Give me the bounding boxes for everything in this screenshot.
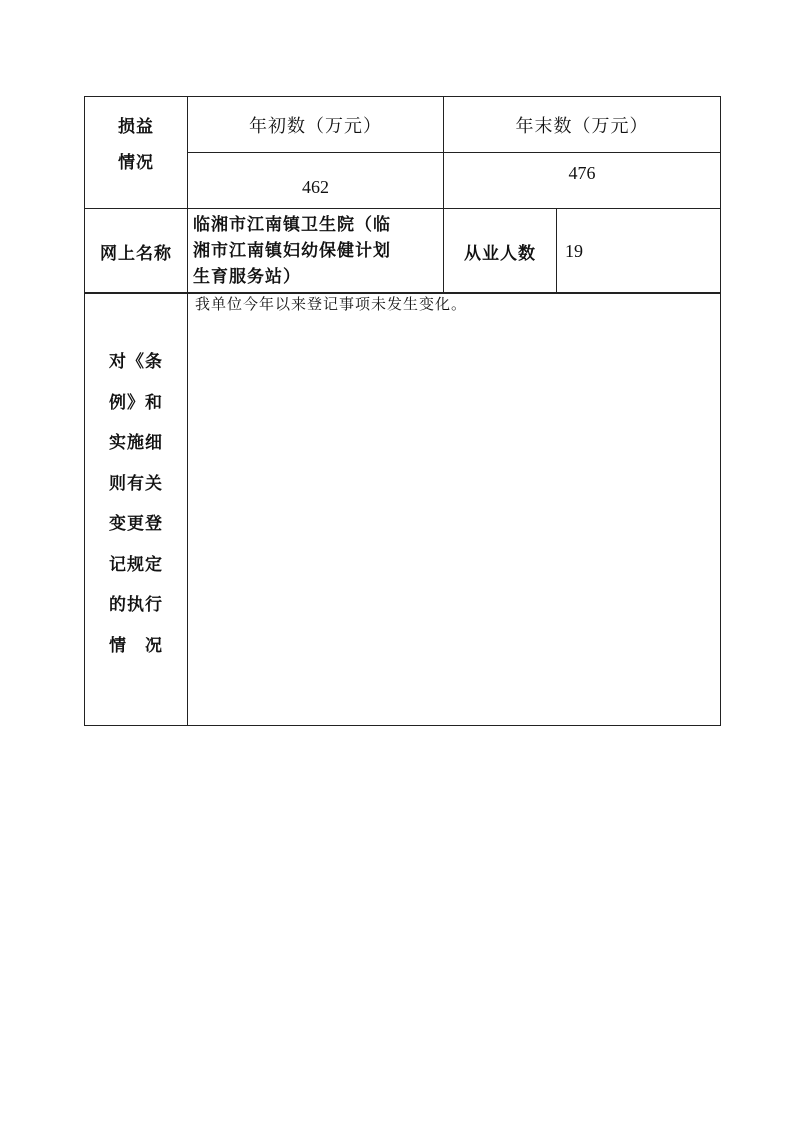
compliance-label-line: 情 况	[109, 635, 163, 656]
compliance-label-line: 对《条	[109, 352, 163, 372]
profit-loss-label-line1: 损益	[118, 117, 154, 137]
compliance-label-line: 则有关	[109, 473, 163, 494]
online-name-label: 网上名称	[100, 243, 172, 264]
registration-table	[84, 96, 721, 726]
online-name-line2: 湘市江南镇妇幼保健计划	[193, 241, 391, 261]
compliance-label-line: 实施细	[109, 433, 163, 453]
compliance-label	[85, 294, 187, 725]
year-start-header: 年初数（万元）	[249, 115, 382, 137]
compliance-label-line: 记规定	[109, 554, 163, 575]
compliance-text: 我单位今年以来登记事项未发生变化。	[195, 295, 468, 313]
online-name-line1: 临湘市江南镇卫生院（临	[193, 215, 391, 235]
compliance-label-line: 变更登	[109, 514, 163, 534]
online-name-line3: 生育服务站）	[193, 267, 301, 287]
employees-value: 19	[565, 240, 583, 261]
year-end-value: 476	[568, 163, 596, 183]
employees-label: 从业人数	[464, 243, 536, 264]
profit-loss-label-line2: 情况	[118, 153, 154, 173]
year-start-value: 462	[302, 177, 329, 197]
compliance-label-line: 例》和	[109, 392, 163, 413]
online-name-value	[193, 209, 443, 293]
year-end-header: 年末数（万元）	[515, 115, 649, 137]
compliance-label-line: 的执行	[109, 595, 163, 615]
profit-loss-label	[85, 97, 187, 208]
